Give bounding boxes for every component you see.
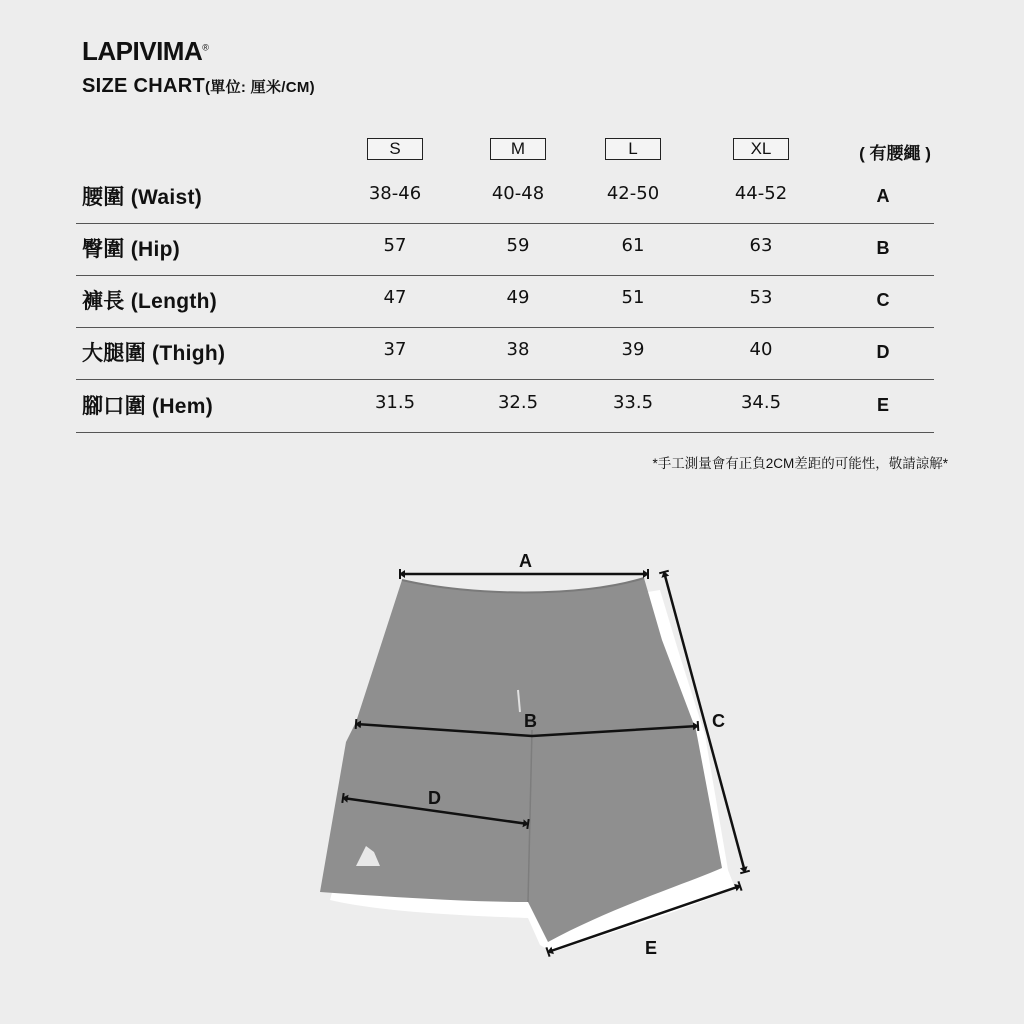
- diagram-label-e: E: [645, 938, 658, 958]
- cell-m: 40-48: [491, 183, 545, 204]
- title-main: SIZE CHART: [82, 75, 205, 97]
- row-label: 腰圍 (Waist): [82, 186, 203, 209]
- row-label: 大腿圍 (Thigh): [82, 342, 226, 365]
- drawstring-note: ( 有腰繩 ): [859, 144, 931, 163]
- cell-m: 59: [506, 235, 530, 256]
- registered-mark: ®: [202, 42, 209, 53]
- row-label: 臀圍 (Hip): [82, 238, 181, 261]
- cell-xl: 44-52: [734, 183, 788, 204]
- cell-m: 38: [506, 339, 530, 360]
- cell-s: 37: [383, 339, 407, 360]
- cell-xl: 63: [749, 235, 773, 256]
- cell-l: 39: [621, 339, 645, 360]
- row-label: 腳口圍 (Hem): [82, 395, 214, 418]
- cell-m: 49: [506, 287, 530, 308]
- cell-xl: 53: [749, 287, 773, 308]
- cell-l: 51: [621, 287, 645, 308]
- brand-name: LAPIVIMA: [82, 36, 203, 66]
- size-header-l: L: [605, 138, 661, 160]
- cell-l: 61: [621, 235, 645, 256]
- measure-code: A: [876, 186, 890, 206]
- cell-m: 32.5: [497, 392, 539, 413]
- row-label: 褲長 (Length): [82, 290, 218, 313]
- size-header-xl: XL: [733, 138, 789, 160]
- cell-xl: 34.5: [740, 392, 782, 413]
- size-header-s: S: [367, 138, 423, 160]
- measure-code: D: [876, 342, 890, 362]
- cell-s: 57: [383, 235, 407, 256]
- cell-s: 47: [383, 287, 407, 308]
- cell-l: 33.5: [612, 392, 654, 413]
- cell-xl: 40: [749, 339, 773, 360]
- diagram-label-a: A: [519, 551, 532, 571]
- measure-code: B: [876, 238, 890, 258]
- measurement-note: *手工測量會有正負2CM差距的可能性，敬請諒解*: [652, 456, 948, 471]
- diagram-label-b: B: [524, 711, 537, 731]
- cell-l: 42-50: [606, 183, 660, 204]
- measure-code: E: [876, 395, 889, 415]
- diagram-label-d: D: [428, 788, 441, 808]
- cell-s: 31.5: [374, 392, 416, 413]
- diagram-label-c: C: [712, 711, 725, 731]
- title-unit: (單位: 厘米/CM): [205, 79, 315, 96]
- cell-s: 38-46: [368, 183, 422, 204]
- size-header-m: M: [490, 138, 546, 160]
- measure-code: C: [876, 290, 890, 310]
